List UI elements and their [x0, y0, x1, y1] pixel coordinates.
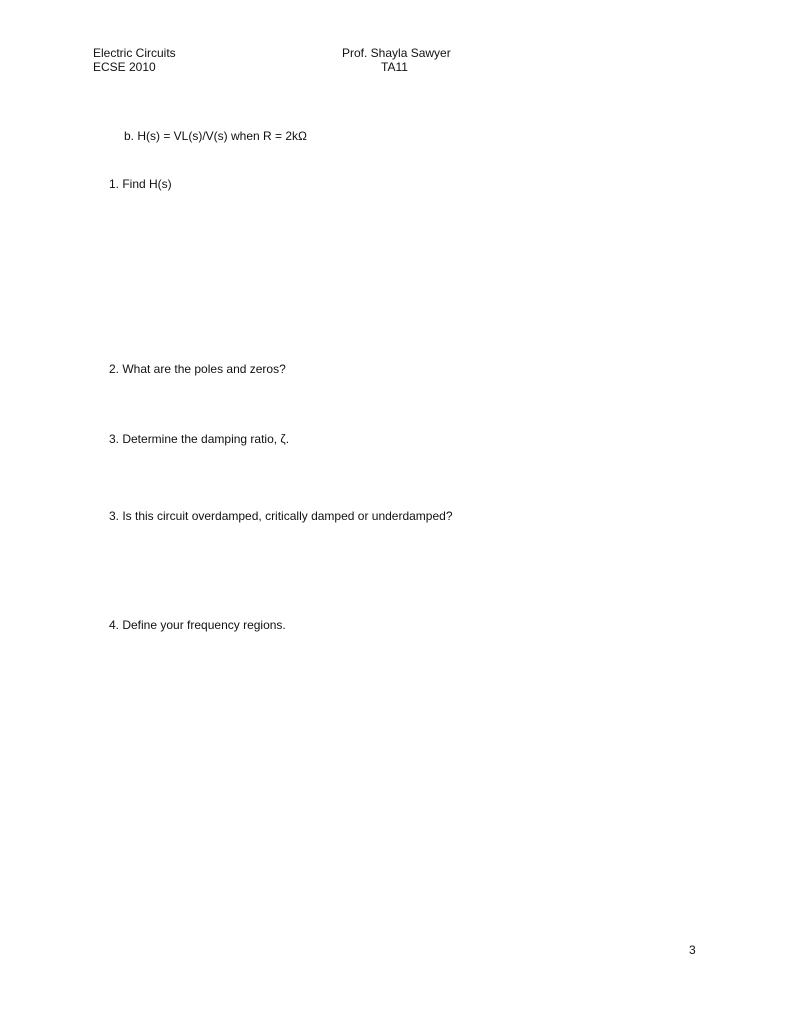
question-4: 4. Define your frequency regions. [109, 618, 286, 632]
question-3: 3. Determine the damping ratio, ζ. [109, 432, 290, 446]
instructor-name: Prof. Shayla Sawyer [342, 46, 451, 60]
course-name: Electric Circuits [93, 46, 176, 60]
assignment-label: TA11 [381, 60, 408, 74]
page-number: 3 [689, 943, 696, 957]
question-1: 1. Find H(s) [109, 177, 172, 191]
course-code: ECSE 2010 [93, 60, 156, 74]
question-2: 2. What are the poles and zeros? [109, 362, 286, 376]
part-b-statement: b. H(s) = VL(s)/V(s) when R = 2kΩ [124, 129, 308, 143]
question-3-damping-type: 3. Is this circuit overdamped, critically damped or underdamped? [109, 509, 453, 523]
